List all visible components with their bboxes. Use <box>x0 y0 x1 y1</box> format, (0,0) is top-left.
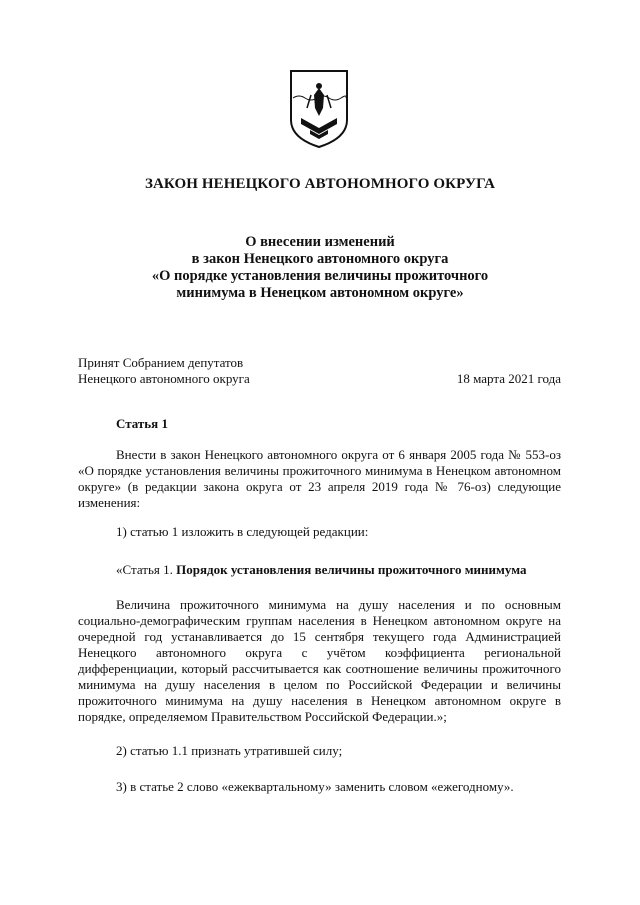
adopted-by-line: Ненецкого автономного округа <box>78 371 250 386</box>
law-title: ЗАКОН НЕНЕЦКОГО АВТОНОМНОГО ОКРУГА <box>144 176 496 192</box>
coat-of-arms-icon <box>288 68 350 150</box>
new-article-heading <box>116 562 526 578</box>
subject-line: «О порядке установления величины прожиточного <box>151 268 489 284</box>
subject-line: минимума в Ненецком автономном округе» <box>176 285 464 301</box>
subject-line: в закон Ненецкого автономного округа <box>191 251 449 267</box>
new-article-prefix: «Статья 1. <box>116 562 177 577</box>
intro-paragraph: Внести в закон Ненецкого автономного округа от 6 января 2005 года № 553-оз «О порядке установления величины прожиточного минимума в Ненецком автономном округе» (в редакции закона округа от 23 апреля 2019 года № 76-оз) следующие изменения: <box>78 447 561 510</box>
adoption-date: 18 марта 2021 года <box>456 371 561 386</box>
new-article-text-block <box>78 597 561 725</box>
new-article-text: Величина прожиточного минимума на душу населения и по основным социально-демографическим группам населения в Ненецком автономном округе на очередной год устанавливается до 15 сентября текущего года Администрацией Ненецкого автономного округа с учётом коэффициента региональной дифференциации, который рассчитывается как соотношение величины прожиточного минимума на душу населения в целом по Российской Федерации и величины прожиточного минимума на душу населения в Ненецком автономном округе в порядке, определяемом Правительством Российской Федерации.»; <box>78 597 561 724</box>
new-article-title: Порядок установления величины прожиточного минимума <box>176 562 527 577</box>
item-3: 3) в статье 2 слово «ежеквартальному» заменить словом «ежегодному». <box>116 779 514 794</box>
article-heading: Статья 1 <box>116 416 168 431</box>
item-1: 1) статью 1 изложить в следующей редакции: <box>116 524 369 539</box>
intro-paragraph-block <box>78 447 561 511</box>
adopted-by-line: Принят Собранием депутатов <box>78 355 244 370</box>
law-subject <box>0 234 640 302</box>
adoption-block <box>78 355 250 387</box>
subject-line: О внесении изменений <box>245 234 395 250</box>
item-2: 2) статью 1.1 признать утратившей силу; <box>116 743 343 758</box>
